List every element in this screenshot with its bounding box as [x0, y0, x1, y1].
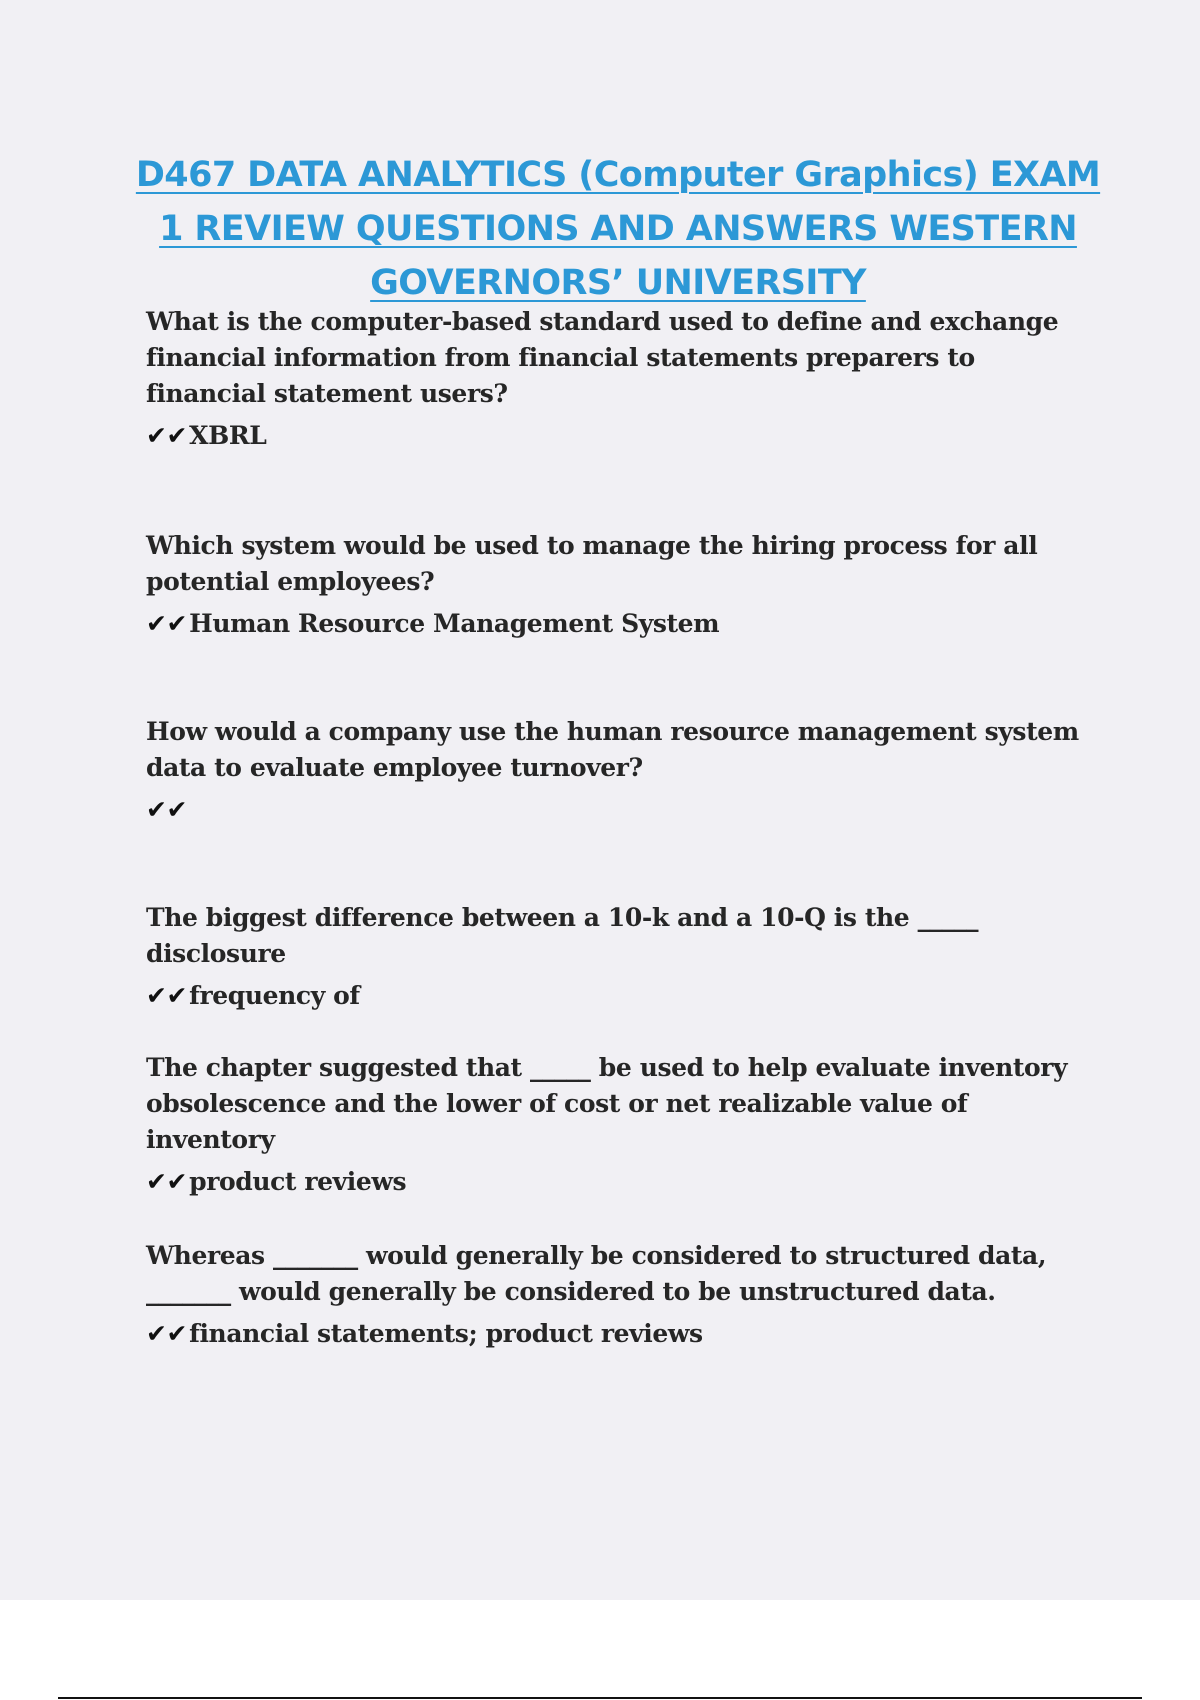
- qa-item-6: [146, 1238, 1096, 1352]
- title-line: 1 REVIEW QUESTIONS AND ANSWERS WESTERN: [159, 209, 1077, 249]
- qa-item-5: [146, 1050, 1096, 1200]
- qa-item-3: [146, 714, 1096, 828]
- double-check-icon: ✔✔: [146, 795, 188, 824]
- footer-divider: [58, 1697, 1142, 1699]
- qa-item-2: [146, 528, 1096, 642]
- qa-item-1: [146, 304, 1096, 454]
- double-check-icon: ✔✔: [146, 1167, 188, 1196]
- answer-text: Human Resource Management System: [189, 609, 720, 638]
- double-check-icon: ✔✔: [146, 981, 188, 1010]
- answer-line: [146, 418, 1096, 454]
- double-check-icon: ✔✔: [146, 421, 188, 450]
- title-line: D467 DATA ANALYTICS (Computer Graphics) EXAM: [135, 155, 1101, 195]
- answer-text: frequency of: [189, 981, 360, 1010]
- title-line: GOVERNORS’ UNIVERSITY: [370, 263, 866, 303]
- question-text: The biggest difference between a 10-k and a 10-Q is the _____ disclosure: [146, 903, 979, 968]
- answer-line: [146, 792, 1096, 828]
- question-text: What is the computer-based standard used to define and exchange financial information from financial statements preparers to financial statement users?: [146, 307, 1059, 408]
- answer-line: [146, 978, 1096, 1014]
- double-check-icon: ✔✔: [146, 1319, 188, 1348]
- question-text: How would a company use the human resource management system data to evaluate employee turnover?: [146, 717, 1079, 782]
- double-check-icon: ✔✔: [146, 609, 188, 638]
- question-text: Whereas _______ would generally be considered to structured data, _______ would generally be considered to be unstructured data.: [146, 1241, 1047, 1306]
- answer-line: [146, 1316, 1096, 1352]
- qa-item-4: [146, 900, 1096, 1014]
- answer-text: XBRL: [189, 421, 267, 450]
- answer-line: [146, 606, 1096, 642]
- answer-line: [146, 1164, 1096, 1200]
- answer-text: product reviews: [189, 1167, 407, 1196]
- question-text: The chapter suggested that _____ be used to help evaluate inventory obsolescence and the lower of cost or net realizable value of inventory: [146, 1053, 1068, 1154]
- document-title: [120, 148, 1116, 310]
- answer-text: financial statements; product reviews: [189, 1319, 703, 1348]
- question-text: Which system would be used to manage the hiring process for all potential employees?: [146, 531, 1038, 596]
